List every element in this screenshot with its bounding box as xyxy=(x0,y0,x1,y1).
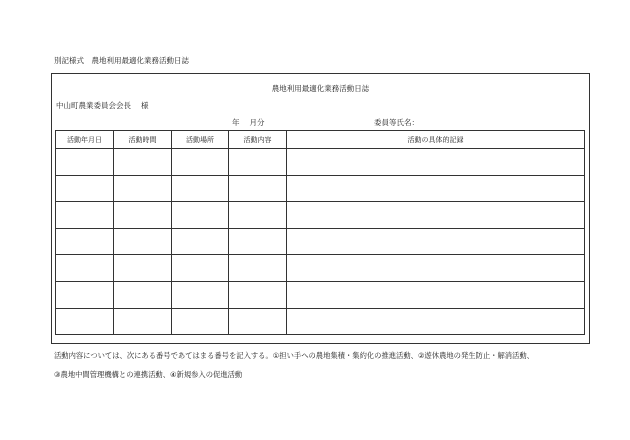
table-header-row xyxy=(56,131,585,149)
member-name-label: 委員等氏名： xyxy=(374,118,419,127)
cell-place[interactable] xyxy=(172,149,229,176)
cell-content[interactable] xyxy=(229,228,287,255)
header-activity-place: 活動場所 xyxy=(172,131,229,149)
cell-content[interactable] xyxy=(229,149,287,176)
cell-record[interactable] xyxy=(287,281,585,308)
cell-place[interactable] xyxy=(172,255,229,282)
cell-record[interactable] xyxy=(287,175,585,202)
note-line-2: ③農地中間管理機構との連携活動、④新規参入の促進活動 xyxy=(54,370,243,379)
cell-time[interactable] xyxy=(114,281,172,308)
cell-date[interactable] xyxy=(56,308,114,335)
activity-log-table xyxy=(55,130,585,335)
note-line-1: 活動内容については、次にある番号であてはまる番号を記入する。①担い手への農地集積・集約化の推進活動、②遊休農地の発生防止・解消活動、 xyxy=(54,351,534,360)
cell-date[interactable] xyxy=(56,202,114,229)
cell-place[interactable] xyxy=(172,202,229,229)
member-name-field[interactable] xyxy=(374,117,419,128)
cell-date[interactable] xyxy=(56,149,114,176)
cell-place[interactable] xyxy=(172,175,229,202)
addressee-name: 中山町農業委員会会長 xyxy=(56,101,131,110)
cell-time[interactable] xyxy=(114,308,172,335)
header-activity-time: 活動時間 xyxy=(114,131,172,149)
header-activity-content: 活動内容 xyxy=(229,131,287,149)
cell-record[interactable] xyxy=(287,228,585,255)
table-row xyxy=(56,175,585,202)
cell-time[interactable] xyxy=(114,149,172,176)
month-label: 月分 xyxy=(249,118,265,127)
table-row xyxy=(56,255,585,282)
cell-place[interactable] xyxy=(172,281,229,308)
table-row xyxy=(56,149,585,176)
cell-content[interactable] xyxy=(229,308,287,335)
form-label: 別記様式 農地利用最適化業務活動日誌 xyxy=(54,56,189,65)
year-month-field[interactable] xyxy=(232,117,265,128)
table-row xyxy=(56,228,585,255)
cell-content[interactable] xyxy=(229,175,287,202)
cell-time[interactable] xyxy=(114,255,172,282)
header-activity-record: 活動の具体的記録 xyxy=(287,131,585,149)
addressee xyxy=(56,100,149,111)
cell-date[interactable] xyxy=(56,255,114,282)
cell-record[interactable] xyxy=(287,149,585,176)
cell-record[interactable] xyxy=(287,202,585,229)
cell-time[interactable] xyxy=(114,228,172,255)
form-title: 農地利用最適化業務活動日誌 xyxy=(271,84,370,93)
year-label: 年 xyxy=(232,118,240,127)
cell-place[interactable] xyxy=(172,228,229,255)
cell-time[interactable] xyxy=(114,175,172,202)
addressee-suffix: 様 xyxy=(141,101,149,110)
table-row xyxy=(56,308,585,335)
cell-time[interactable] xyxy=(114,202,172,229)
header-activity-date: 活動年月日 xyxy=(56,131,114,149)
cell-record[interactable] xyxy=(287,308,585,335)
table-row xyxy=(56,281,585,308)
cell-date[interactable] xyxy=(56,228,114,255)
table-row xyxy=(56,202,585,229)
cell-date[interactable] xyxy=(56,281,114,308)
cell-content[interactable] xyxy=(229,281,287,308)
cell-place[interactable] xyxy=(172,308,229,335)
cell-record[interactable] xyxy=(287,255,585,282)
activity-log-form xyxy=(51,73,590,344)
cell-date[interactable] xyxy=(56,175,114,202)
cell-content[interactable] xyxy=(229,255,287,282)
cell-content[interactable] xyxy=(229,202,287,229)
